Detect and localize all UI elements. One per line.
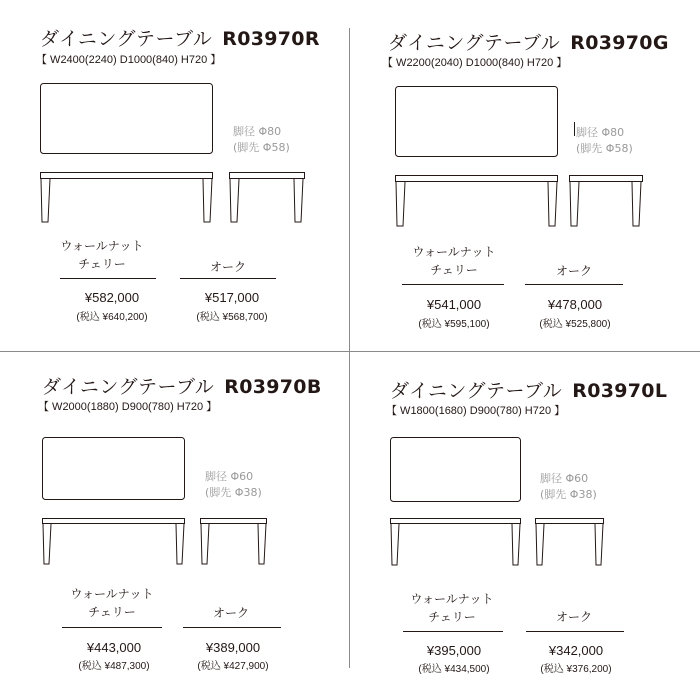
table-front-view xyxy=(396,176,558,227)
leg-tip-diameter: (脚先 Φ38) xyxy=(540,488,597,501)
table-front-view xyxy=(391,519,521,566)
product-dimensions: 【 W2000(1880) D900(780) H720 】 xyxy=(38,401,218,413)
walnut-price: ¥443,000 xyxy=(86,640,142,655)
walnut-price-tax: (税込 ¥640,200) xyxy=(76,312,148,323)
oak-label: オーク xyxy=(555,610,592,624)
oak-price-tax: (税込 ¥568,700) xyxy=(196,312,268,323)
product-card-r03970l xyxy=(350,350,700,700)
product-dimensions: 【 W1800(1680) D900(780) H720 】 xyxy=(386,405,566,417)
cherry-label: チェリー xyxy=(88,605,136,619)
cherry-label: チェリー xyxy=(428,610,476,624)
walnut-price: ¥395,000 xyxy=(426,643,482,658)
product-name: ダイニングテーブル xyxy=(390,380,563,402)
walnut-price-tax: (税込 ¥595,100) xyxy=(418,319,490,330)
walnut-price: ¥541,000 xyxy=(426,297,482,312)
table-drawing xyxy=(0,0,350,240)
product-name: ダイニングテーブル xyxy=(42,376,215,398)
oak-price-tax: (税込 ¥376,200) xyxy=(540,664,612,675)
walnut-price-tax: (税込 ¥434,500) xyxy=(418,664,490,675)
leg-spec xyxy=(205,469,262,501)
leg-diameter: 脚径 Φ60 xyxy=(205,470,254,483)
table-front-view xyxy=(43,519,185,565)
product-code: R03970L xyxy=(572,380,668,402)
oak-price: ¥478,000 xyxy=(547,297,603,312)
oak-label: オーク xyxy=(555,264,592,278)
table-side-view xyxy=(201,519,267,565)
table-side-view xyxy=(570,176,643,227)
leg-diameter: 脚径 Φ80 xyxy=(233,125,282,138)
walnut-underline xyxy=(62,627,162,628)
walnut-label: ウォールナット xyxy=(70,587,154,601)
oak-label: オーク xyxy=(212,606,249,620)
leg-diameter: 脚径 Φ80 xyxy=(576,126,625,139)
walnut-underline xyxy=(402,284,504,285)
table-top-view xyxy=(396,87,558,157)
walnut-underline xyxy=(403,631,503,632)
leg-tip-diameter: (脚先 Φ38) xyxy=(205,486,262,499)
table-top-view xyxy=(43,438,185,500)
walnut-price: ¥582,000 xyxy=(84,290,140,305)
table-side-view xyxy=(536,519,604,566)
oak-price: ¥342,000 xyxy=(548,643,604,658)
table-top-view xyxy=(41,84,213,154)
leg-spec xyxy=(540,471,597,503)
walnut-label: ウォールナット xyxy=(410,592,494,606)
table-drawing xyxy=(350,0,700,240)
product-code: R03970G xyxy=(570,32,669,54)
product-dimensions: 【 W2400(2240) D1000(840) H720 】 xyxy=(36,54,222,66)
leg-tip-diameter: (脚先 Φ58) xyxy=(576,142,633,155)
oak-underline xyxy=(526,631,624,632)
product-code: R03970B xyxy=(224,376,322,398)
table-top-view xyxy=(391,438,521,502)
walnut-cherry-label xyxy=(400,590,504,626)
leg-diameter: 脚径 Φ60 xyxy=(540,472,589,485)
walnut-cherry-label xyxy=(402,243,506,279)
product-name: ダイニングテーブル xyxy=(388,32,561,54)
oak-price-tax: (税込 ¥525,800) xyxy=(539,319,611,330)
oak-underline xyxy=(183,627,281,628)
walnut-cherry-label xyxy=(60,585,164,621)
product-card-r03970g xyxy=(350,0,700,350)
walnut-label: ウォールナット xyxy=(412,245,496,259)
product-dimensions: 【 W2200(2040) D1000(840) H720 】 xyxy=(382,57,568,69)
oak-underline xyxy=(180,278,276,279)
table-drawing xyxy=(0,350,350,590)
cherry-label: チェリー xyxy=(430,263,478,277)
oak-price: ¥389,000 xyxy=(205,640,261,655)
walnut-underline xyxy=(60,278,156,279)
table-side-view xyxy=(230,173,305,223)
oak-price: ¥517,000 xyxy=(204,290,260,305)
product-name: ダイニングテーブル xyxy=(40,28,213,50)
table-front-view xyxy=(41,173,213,223)
oak-price-tax: (税込 ¥427,900) xyxy=(197,661,269,672)
product-code: R03970R xyxy=(222,28,320,50)
leg-spec xyxy=(576,125,633,157)
product-card-r03970r xyxy=(0,0,350,350)
walnut-price-tax: (税込 ¥487,300) xyxy=(78,661,150,672)
cherry-label: チェリー xyxy=(78,257,126,271)
leg-spec xyxy=(233,124,290,156)
walnut-cherry-label xyxy=(50,237,154,273)
oak-underline xyxy=(525,284,623,285)
oak-label: オーク xyxy=(209,260,246,274)
leg-tip-diameter: (脚先 Φ58) xyxy=(233,141,290,154)
product-card-r03970b xyxy=(0,350,350,700)
walnut-label: ウォールナット xyxy=(60,239,144,253)
table-drawing xyxy=(350,350,700,590)
